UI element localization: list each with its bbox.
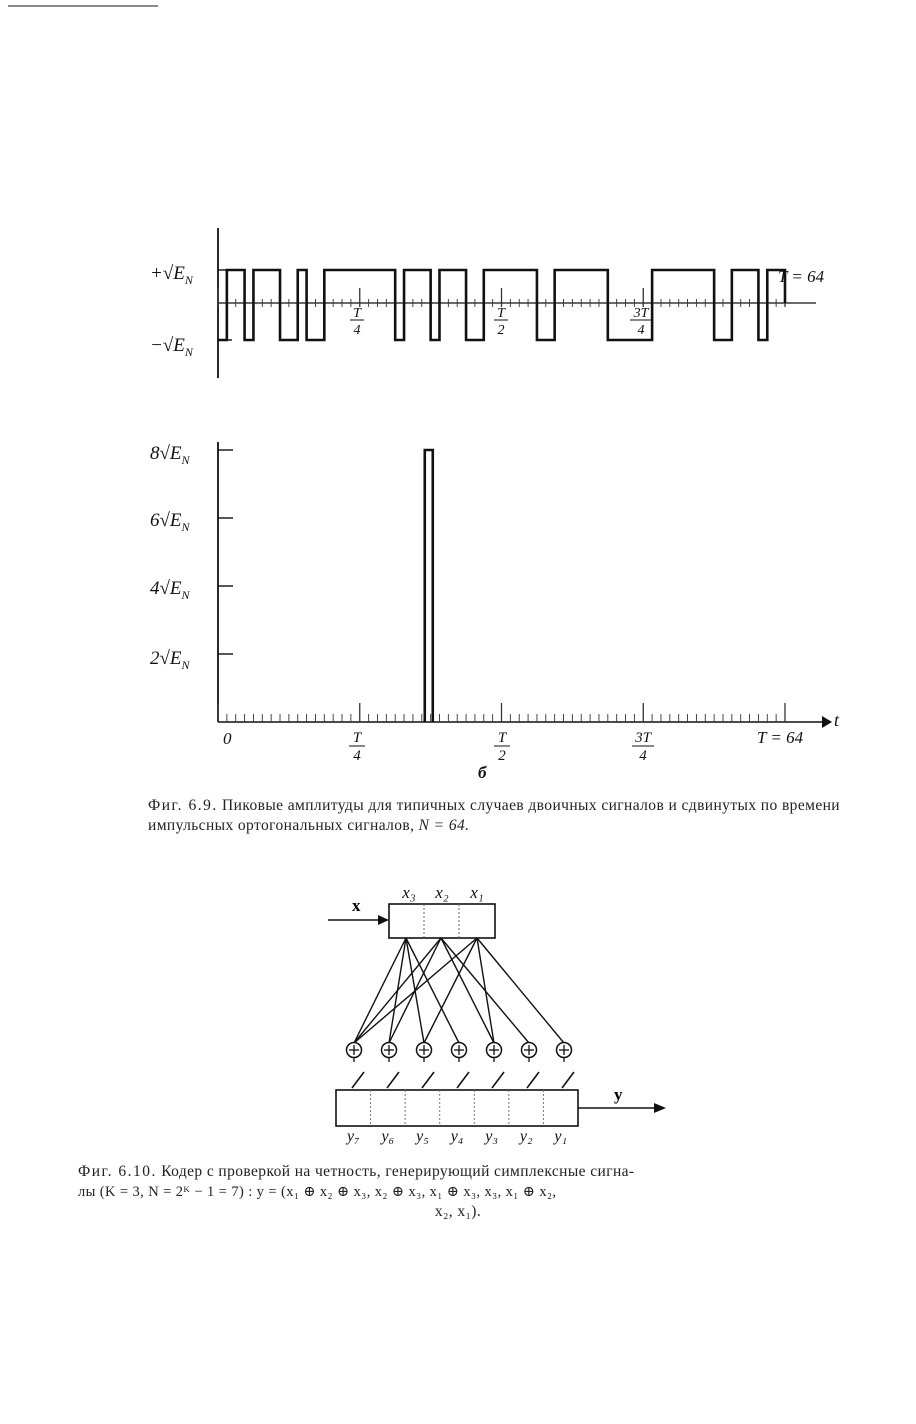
input-x3: x₃ [402,883,416,902]
x-label-zero: 0 [223,729,232,748]
caption-6-10-line2: лы (K = 3, N = 2ᴷ − 1 = 7) : y = (x₁ ⊕ x₂ ⊕ x₃, x₂ ⊕ x₃, x₁ ⊕ x₃, x₃, x₁ ⊕ x₂, [78,1184,557,1200]
wire [406,938,424,1043]
minus-amplitude-label: $-√E_N$ [150,335,193,359]
output-switch [527,1072,539,1088]
caption-fig-6-9 [148,796,840,836]
panel-b-chart [150,442,840,782]
y-label-8: $8√E_N$ [150,443,190,467]
panel-a-tick-3quarter-den: 4 [637,323,645,338]
output-register [336,1090,578,1126]
panel-b-tick-3quarter-den: 4 [639,748,647,764]
panel-a-end-label: T = 64 [778,267,825,286]
correlation-peak [425,450,433,722]
input-label-x: x [352,896,361,915]
panel-b-tick-half-num: T [497,730,507,746]
output-switch [562,1072,574,1088]
output-switch [457,1072,469,1088]
output-y3: y₃ [485,1128,498,1145]
panel-a-tick-half-num: T [497,306,505,321]
output-label-y: y [614,1085,623,1104]
panel-a-tick-quarter-num: T [353,306,361,321]
caption-6-9-label: Фиг. 6.9. [148,797,218,814]
caption-6-10-label: Фиг. 6.10. [78,1163,157,1180]
wire [441,938,529,1043]
panel-a-chip-ticks [218,288,785,307]
output-switch [387,1072,399,1088]
x-label-end: T = 64 [757,728,804,747]
y-label-6: $6√E_N$ [150,510,190,534]
encoder-wiring [354,938,564,1043]
panel-a-tick-half-den: 2 [497,323,505,338]
panel-b-axis-arrow [822,716,832,728]
output-switch [492,1072,504,1088]
input-register [389,904,495,938]
caption-6-10-line1: Кодер с проверкой на четность, генерирующий симплексные сигна- [161,1163,635,1180]
input-x1: x₁ [470,883,484,902]
encoder-diagram [328,883,666,1126]
output-labels [336,1128,578,1150]
output-switch [422,1072,434,1088]
y-label-4: $4√E_N$ [150,578,190,602]
panel-b-chip-ticks [218,703,785,722]
panel-a-tick-quarter-den: 4 [353,323,361,338]
output-switch [352,1072,364,1088]
wire [477,938,564,1043]
caption-6-10-line3: x₂, x₁). [434,1203,482,1220]
axis-var-t: t [834,710,840,730]
caption-fig-6-10 [78,1162,838,1222]
panel-a-chart [150,228,825,378]
panel-b-tick-quarter-num: T [352,730,362,746]
output-y5: y₅ [416,1128,429,1145]
input-x2: x₂ [435,883,449,902]
output-y1: y₁ [554,1128,568,1145]
panel-b-tick-3quarter-num: 3T [635,730,651,746]
panel-b-y-ticks [218,450,233,654]
output-y2: y₂ [519,1128,533,1145]
panel-letter-b: б [478,763,487,782]
y-label-2: $2√E_N$ [150,648,190,672]
output-register-cells [371,1090,544,1126]
panel-b-tick-half-den: 2 [498,748,506,764]
panel-b-tick-quarter-den: 4 [353,748,361,764]
caption-6-9-text: Пиковые амплитуды для типичных случаев двоичных сигналов и сдвинутых по времени импульсных ортогональных сигналов, [148,797,840,834]
output-y6: y₆ [381,1128,395,1145]
caption-6-9-param: N = 64. [418,817,470,834]
panel-a-tick-3quarter-num: 3T [633,306,649,321]
output-y7: y₇ [346,1128,360,1145]
output-y4: y₄ [450,1128,464,1145]
adder-row [347,1043,575,1089]
plus-amplitude-label: $+√E_N$ [150,263,193,287]
